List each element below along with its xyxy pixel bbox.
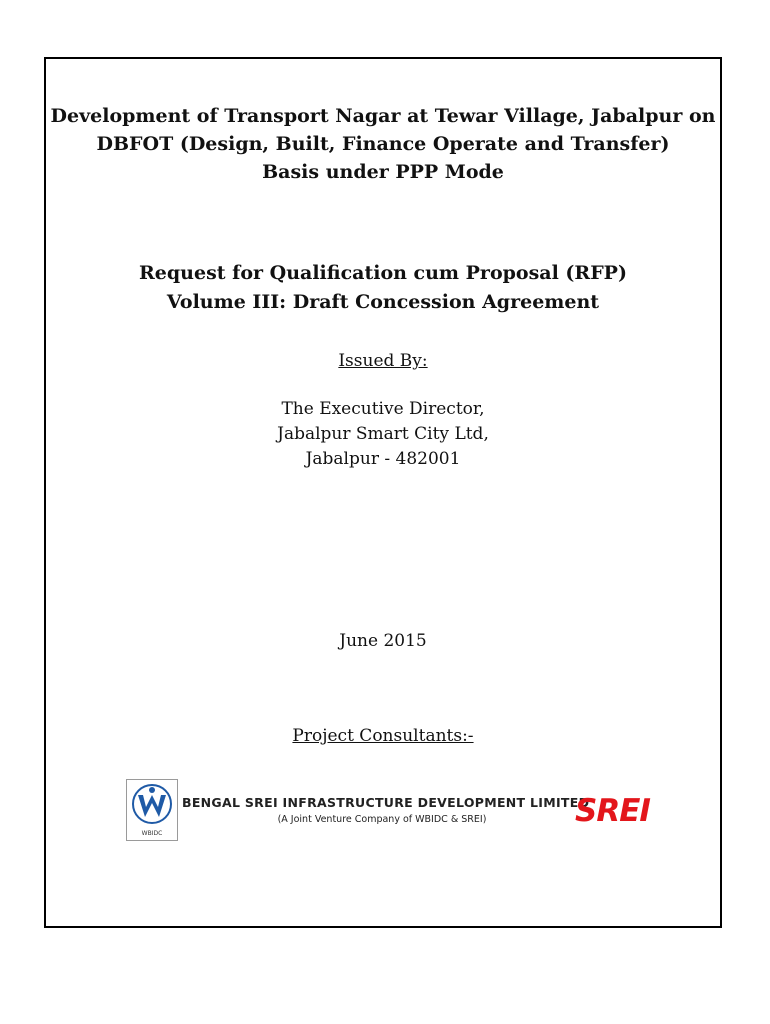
issuer-line-1: The Executive Director, (281, 399, 485, 419)
wbidc-caption: WBIDC (141, 830, 163, 837)
srei-logo-icon: SREI (575, 793, 650, 829)
rfp-heading (46, 259, 720, 317)
page-border (44, 57, 722, 928)
rfp-line-2: Volume III: Draft Concession Agreement (166, 291, 600, 313)
issued-by-heading (46, 349, 720, 373)
document-title (46, 102, 720, 186)
rfp-line-1: Request for Qualification cum Proposal (RFP) (139, 262, 627, 284)
wbidc-emblem-icon (131, 783, 173, 829)
consultant-company-subtitle: (A Joint Venture Company of WBIDC & SREI) (277, 814, 487, 825)
issuer-line-3: Jabalpur - 482001 (305, 449, 461, 469)
wbidc-logo-icon (126, 779, 178, 841)
issuer-address (46, 397, 720, 472)
consultant-company-name: BENGAL SREI INFRASTRUCTURE DEVELOPMENT LIMITED (182, 795, 590, 810)
issue-date: June 2015 (339, 631, 427, 651)
consultants-heading (46, 724, 720, 748)
issuer-line-2: Jabalpur Smart City Ltd, (277, 424, 489, 444)
title-line-3: Basis under PPP Mode (262, 161, 504, 183)
title-line-1: Development of Transport Nagar at Tewar Village, Jabalpur on (50, 105, 716, 127)
consultant-logo-row (126, 779, 650, 841)
issued-by-label: Issued By: (338, 351, 428, 371)
consultants-label: Project Consultants:- (292, 726, 474, 746)
title-line-2: DBFOT (Design, Built, Finance Operate and Transfer) (96, 133, 670, 155)
